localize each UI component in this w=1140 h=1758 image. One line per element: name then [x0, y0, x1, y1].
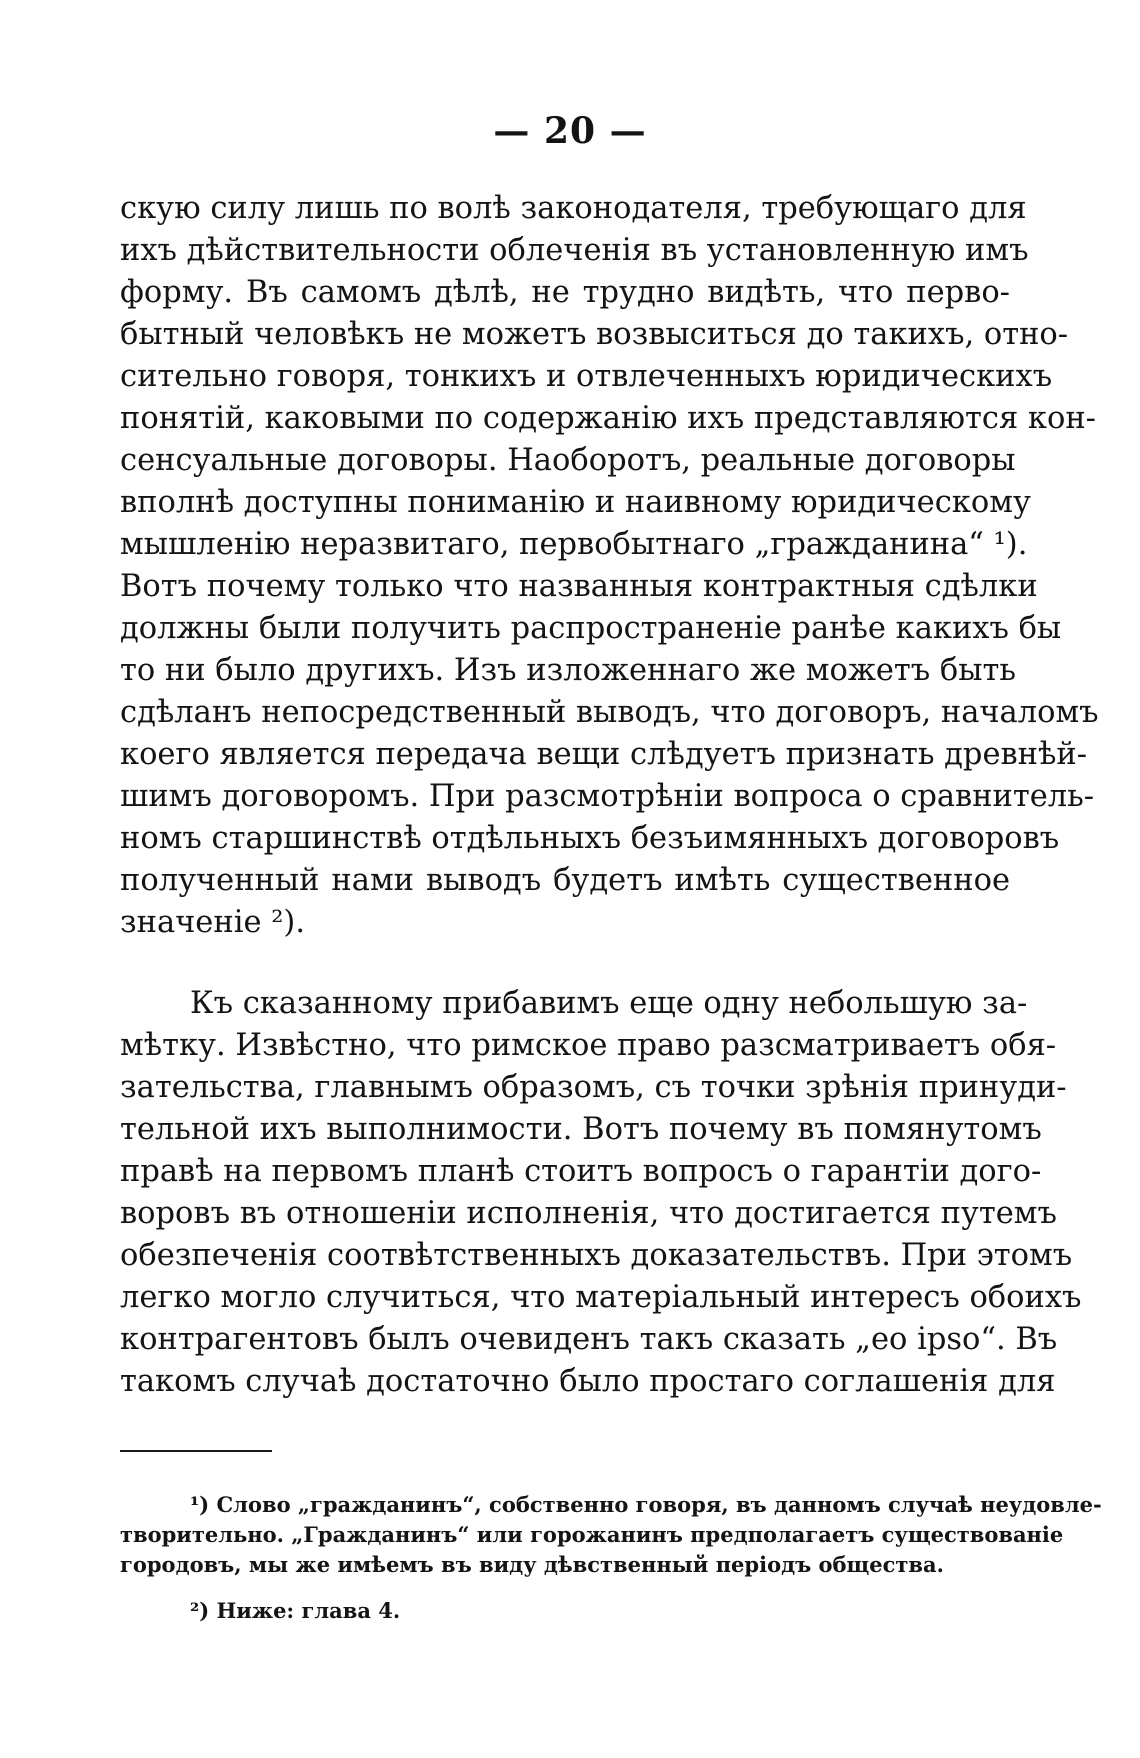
text-line: сенсуальные договоры. Наоборотъ, реальные договоры	[120, 443, 1016, 478]
text-line: должны были получить распространеніе ранѣе какихъ бы	[120, 611, 1062, 646]
text-line: Вотъ почему только что названныя контрактныя сдѣлки	[120, 569, 1038, 604]
text-line: форму. Въ самомъ дѣлѣ, не трудно видѣть, что перво-	[120, 275, 1010, 310]
text-line: зательства, главнымъ образомъ, съ точки зрѣнія принуди-	[120, 1070, 1067, 1105]
text-line: легко могло случиться, что матеріальный интересъ обоихъ	[120, 1280, 1082, 1315]
footnote-line: городовъ, мы же имѣемъ въ виду дѣвственный періодъ общества.	[120, 1552, 944, 1577]
footnote-line: ²) Ниже: глава 4.	[190, 1598, 401, 1623]
page-number: — 20 —	[493, 110, 647, 152]
text-line: воровъ въ отношеніи исполненія, что достигается путемъ	[120, 1196, 1057, 1231]
footnote-1	[120, 1490, 1102, 1580]
footnote-divider	[120, 1450, 272, 1452]
text-line: полученный нами выводъ будетъ имѣть существенное	[120, 863, 1010, 898]
text-line: коего является передача вещи слѣдуетъ признать древнѣй-	[120, 737, 1088, 772]
footnote-line: ¹) Слово „гражданинъ“, собственно говоря, въ данномъ случаѣ неудовле-	[190, 1492, 1102, 1517]
text-line: скую силу лишь по волѣ законодателя, требующаго для	[120, 191, 1027, 226]
text-line: значеніе ²).	[120, 905, 306, 940]
text-line: обезпеченія соотвѣтственныхъ доказательствъ. При этомъ	[120, 1238, 1073, 1273]
text-line: правѣ на первомъ планѣ стоитъ вопросъ о гарантіи дого-	[120, 1154, 1042, 1189]
footnote-2	[120, 1596, 1010, 1626]
text-line: ихъ дѣйствительности облеченія въ установленную имъ	[120, 233, 1029, 268]
text-line: сительно говоря, тонкихъ и отвлеченныхъ юридическихъ	[120, 359, 1053, 394]
text-line: сдѣланъ непосредственный выводъ, что договоръ, началомъ	[120, 695, 1099, 730]
text-line: тельной ихъ выполнимости. Вотъ почему въ помянутомъ	[120, 1112, 1042, 1147]
text-line: вполнѣ доступны пониманію и наивному юридическому	[120, 485, 1031, 520]
text-line: шимъ договоромъ. При разсмотрѣніи вопроса о сравнитель-	[120, 779, 1095, 814]
text-line: Къ сказанному прибавимъ еще одну небольшую за-	[190, 986, 1028, 1021]
paragraph-1	[120, 188, 1099, 944]
text-line: понятій, каковыми по содержанію ихъ представляются кон-	[120, 401, 1096, 436]
footnote-line: творительно. „Гражданинъ“ или горожанинъ предполагаетъ существованіе	[120, 1522, 1064, 1547]
paragraph-2	[120, 983, 1082, 1403]
text-line: бытный человѣкъ не можетъ возвыситься до такихъ, отно-	[120, 317, 1069, 352]
text-line: то ни было другихъ. Изъ изложеннаго же можетъ быть	[120, 653, 1017, 688]
text-line: контрагентовъ былъ очевиденъ такъ сказать „eo ipso“. Въ	[120, 1322, 1058, 1357]
text-line: мышленію неразвитаго, первобытнаго „гражданина“ ¹).	[120, 527, 1028, 562]
text-line: номъ старшинствѣ отдѣльныхъ безъимянныхъ договоровъ	[120, 821, 1060, 856]
text-line: мѣтку. Извѣстно, что римское право разсматриваетъ обя-	[120, 1028, 1057, 1063]
text-line: такомъ случаѣ достаточно было простаго соглашенія для	[120, 1364, 1056, 1399]
